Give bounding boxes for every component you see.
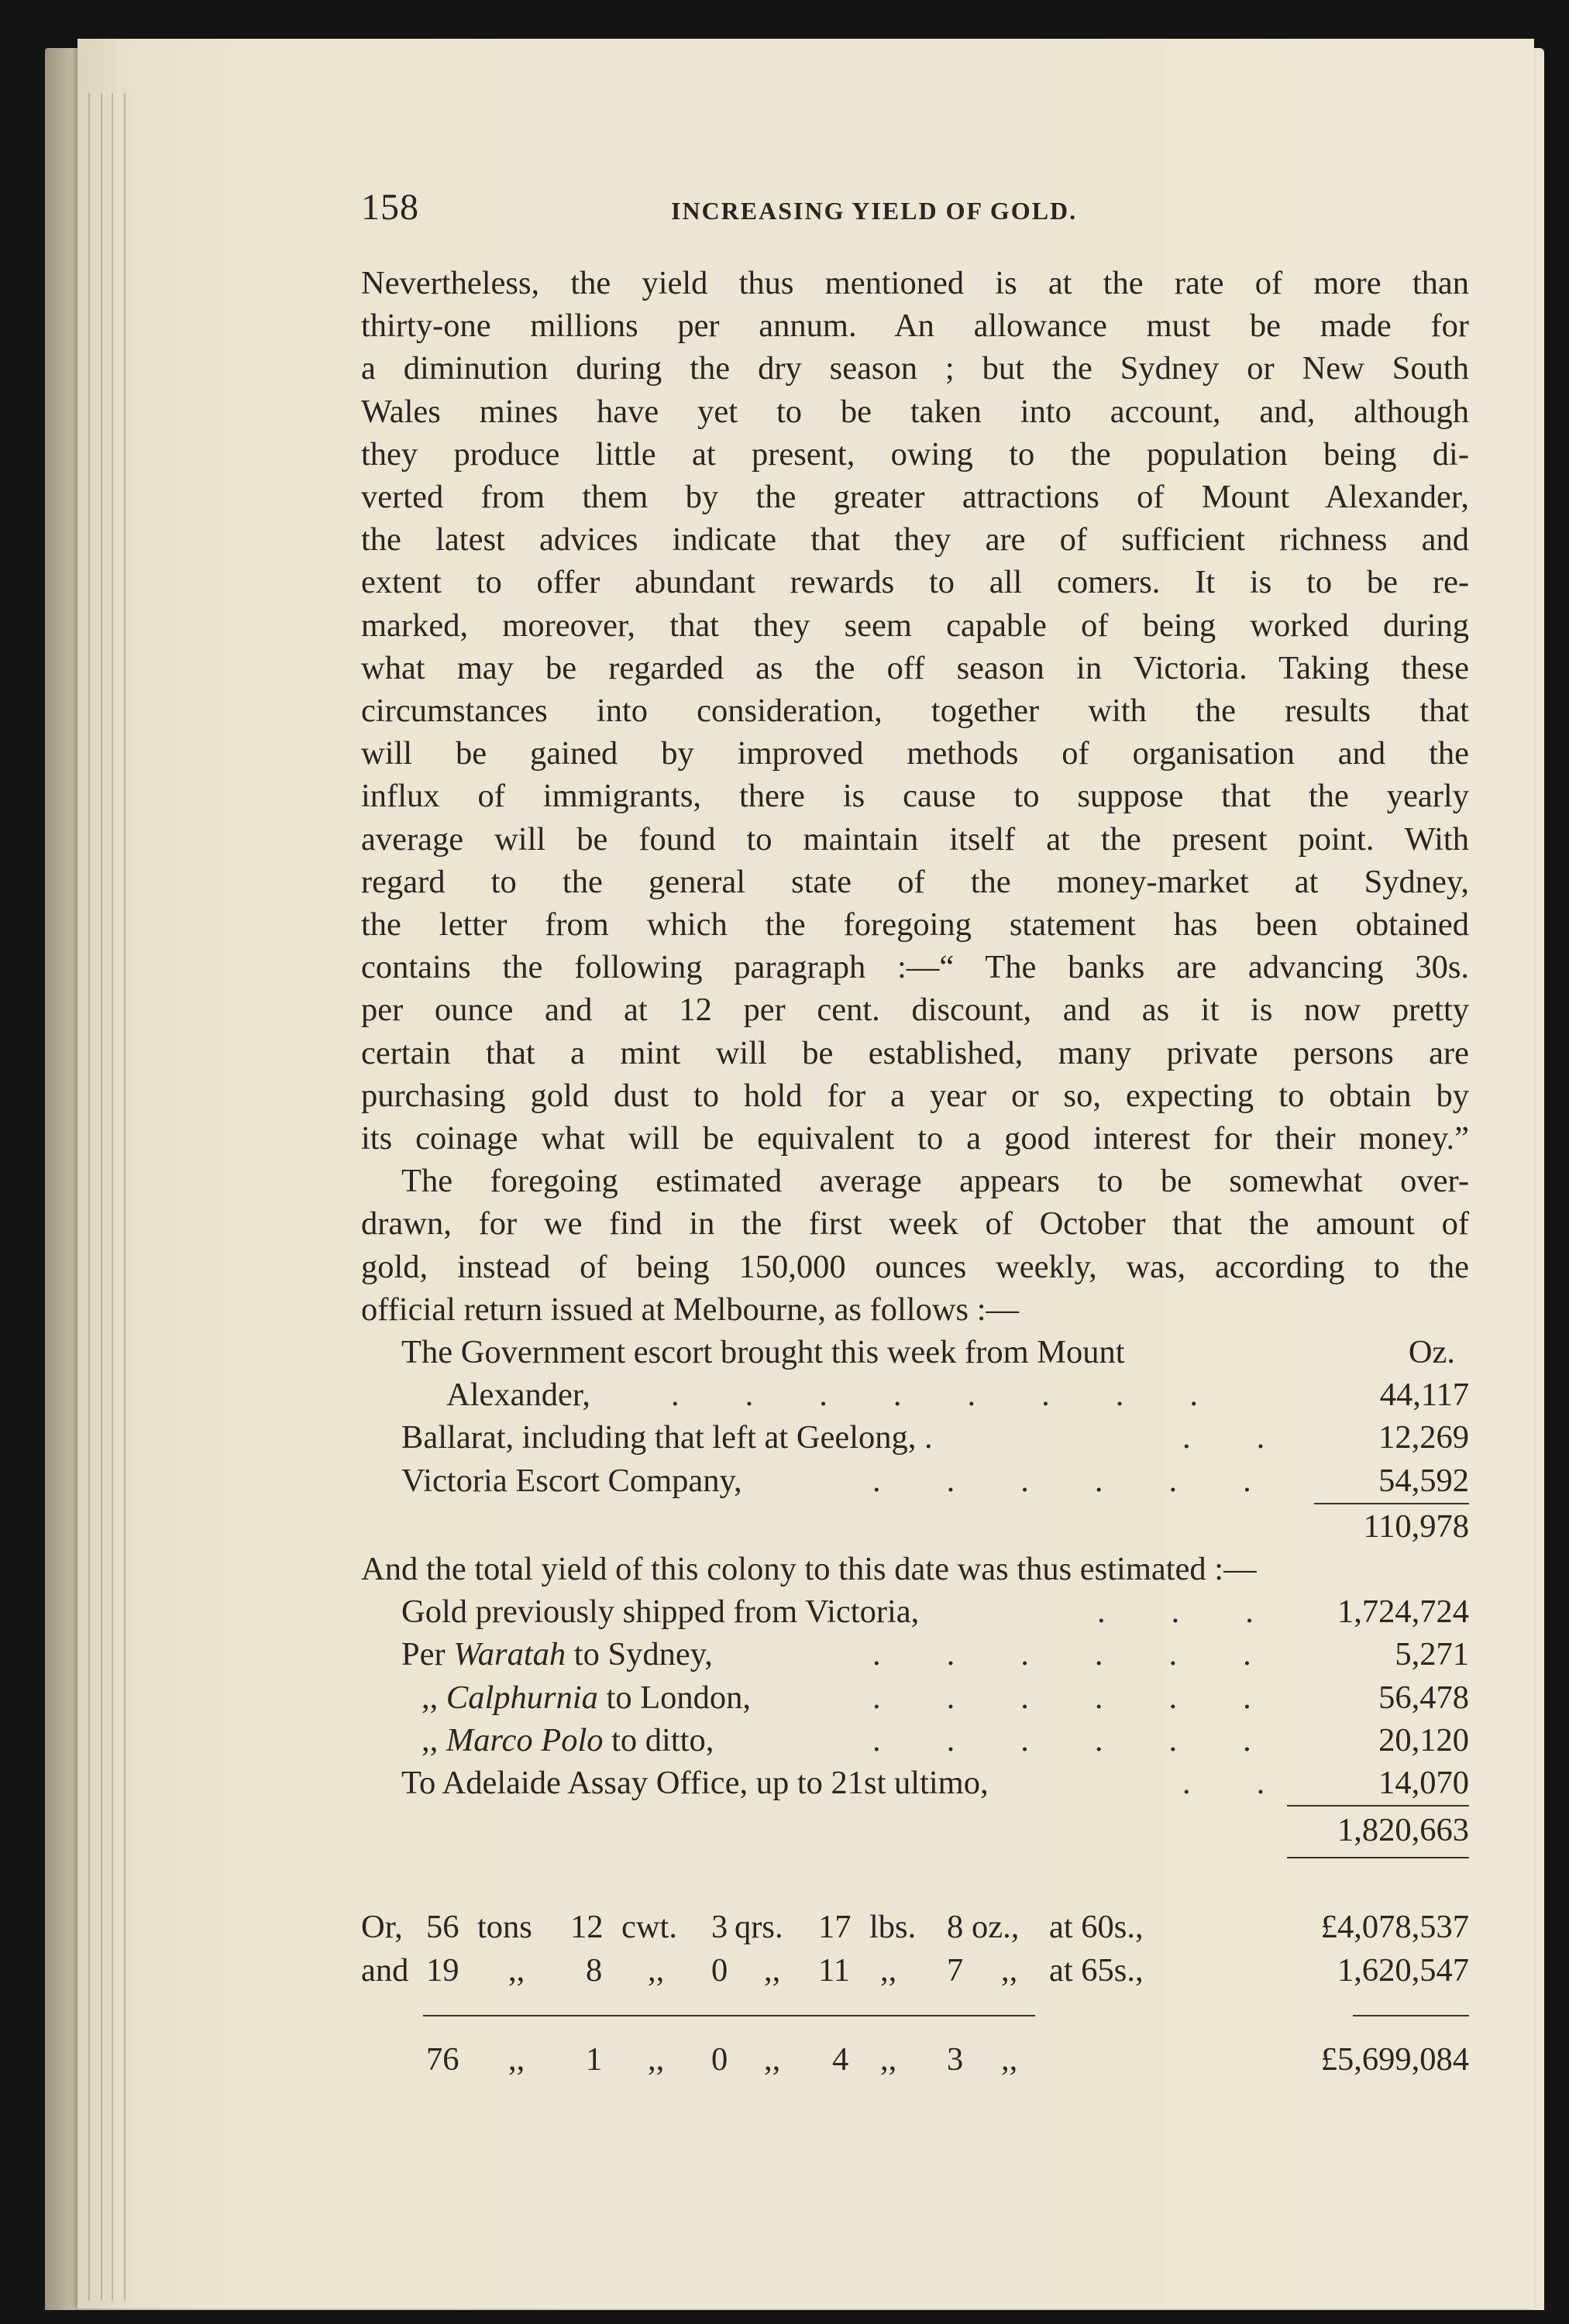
ditto-mark: ,, (508, 1951, 525, 1989)
oz-value: 7 (947, 1951, 964, 1989)
paragraph-2 (361, 1160, 1469, 1331)
text-line: will be gained by improved methods of organisation and the (361, 735, 1469, 772)
row-label: Victoria Escort Company, (401, 1462, 742, 1499)
row-amount: 56,478 (1378, 1679, 1469, 1716)
sum-rule (1287, 1857, 1469, 1858)
leader-dots: . . (1182, 1764, 1265, 1801)
text-line: contains the following paragraph :—“ The banks are advancing 30s. (361, 949, 1469, 986)
unit-label: cwt. (621, 1909, 677, 1946)
text-line: the latest advices indicate that they are of sufficient richness and (361, 521, 1469, 559)
row-amount: 44,117 (1379, 1377, 1469, 1414)
sum-rule (818, 2015, 942, 2016)
value-amount: 1,620,547 (1337, 1951, 1469, 1989)
row-amount: 14,070 (1378, 1764, 1469, 1801)
value-amount: £5,699,084 (1320, 2040, 1469, 2078)
running-head: INCREASING YIELD OF GOLD. (671, 197, 1078, 225)
value-amount: £4,078,537 (1320, 1909, 1469, 1946)
text-line: its coinage what will be equivalent to a good interest for their money.” (361, 1120, 1469, 1157)
cwt-value: 8 (586, 1951, 603, 1989)
table-row (361, 1590, 1469, 1633)
row-label: The Government escort brought this week from Mount (401, 1334, 1125, 1371)
text-line: they produce little at present, owing to the population being di- (361, 435, 1469, 473)
row-amount: 12,269 (1378, 1419, 1469, 1456)
page-edge-line (88, 93, 90, 2301)
text-line: marked, moreover, that they seem capable of being worked during (361, 607, 1469, 644)
text-line: influx of immigrants, there is cause to suppose that the yearly (361, 778, 1469, 815)
leader-dots: . . . . . . . . (671, 1377, 1198, 1414)
table-row (361, 1676, 1469, 1719)
text-line: verted from them by the greater attractions of Mount Alexander, (361, 479, 1469, 516)
text-line: the letter from which the foregoing statement has been obtained (361, 906, 1469, 944)
row-label: ,, Calphurnia to London, (421, 1679, 752, 1716)
rate: at 60s., (1049, 1909, 1144, 1946)
total-row (361, 2038, 1469, 2081)
ditto-mark: ,, (764, 1951, 781, 1989)
text-line: And the total yield of this colony to this date was thus estimated :— (361, 1551, 1257, 1588)
leader-dots: . . . . . . (872, 1636, 1251, 1673)
tons-value: 19 (426, 1951, 459, 1989)
table-row (361, 1906, 1469, 1948)
qrs-value: 0 (711, 2040, 728, 2078)
oz-value: 8 (947, 1909, 964, 1946)
row-amount: 54,592 (1378, 1462, 1469, 1499)
paragraph-1 (361, 262, 1469, 1160)
sum-rule (694, 2015, 818, 2016)
row-label: To Adelaide Assay Office, up to 21st ultimo, (401, 1764, 989, 1801)
leader-dots: . . . . . . (872, 1679, 1251, 1716)
rate: at 65s., (1049, 1951, 1144, 1989)
ship-name: Calphurnia (446, 1679, 598, 1716)
row-amount: 5,271 (1395, 1636, 1469, 1673)
row-prefix: Or, (361, 1909, 403, 1946)
unit-label: qrs. (735, 1909, 783, 1946)
leader-dots: . . . . . . (872, 1462, 1251, 1499)
sum-rule (423, 2015, 559, 2016)
ship-name: Waratah (453, 1636, 566, 1673)
sum-rule (1407, 2015, 1469, 2016)
unit-label: lbs. (869, 1909, 917, 1946)
ditto-mark: ,, (1001, 1951, 1018, 1989)
row-label: Gold previously shipped from Victoria, (401, 1593, 920, 1631)
total-amount: 1,820,663 (1337, 1812, 1469, 1849)
ditto-mark: ,, (648, 2040, 665, 2078)
row-label: Alexander, (446, 1377, 590, 1414)
tons-value: 76 (426, 2040, 459, 2078)
text-line: a diminution during the dry season ; but the Sydney or New South (361, 350, 1469, 387)
escort-table (361, 1331, 1469, 1548)
text-line: regard to the general state of the money-market at Sydney, (361, 863, 1469, 900)
table-row (361, 1331, 1469, 1373)
tons-value: 56 (426, 1909, 459, 1946)
unit-label: tons (477, 1909, 532, 1946)
row-amount: 1,724,724 (1337, 1593, 1469, 1631)
ditto-mark: ,, (880, 1951, 897, 1989)
table-row (361, 1373, 1469, 1416)
qrs-value: 3 (711, 1909, 728, 1946)
text-line: gold, instead of being 150,000 ounces weekly, was, according to the (361, 1248, 1469, 1285)
table-row (361, 1762, 1469, 1804)
ditto-mark: ,, (880, 2040, 897, 2078)
page-number: 158 (361, 187, 419, 228)
sum-rule (1287, 1805, 1469, 1807)
total-row (361, 1809, 1469, 1851)
text-line: what may be regarded as the off season in Victoria. Taking these (361, 649, 1469, 686)
leader-dots: . . . (1097, 1593, 1254, 1631)
text-line: Nevertheless, the yield thus mentioned is at the rate of more than (361, 265, 1469, 301)
cwt-value: 12 (570, 1909, 604, 1946)
row-label: Ballarat, including that left at Geelong, . (401, 1419, 933, 1456)
text-line: certain that a mint will be established, many private persons are (361, 1034, 1469, 1071)
table-row (361, 1949, 1469, 1992)
sum-rule (559, 2015, 694, 2016)
page-edge-line (101, 93, 102, 2301)
text-line: official return issued at Melbourne, as follows :— (361, 1291, 1020, 1328)
lbs-value: 11 (818, 1951, 850, 1989)
ditto-mark: ,, (648, 1951, 665, 1989)
table-row (361, 1719, 1469, 1762)
unit-label: oz., (972, 1909, 1020, 1946)
text-line: per ounce and at 12 per cent. discount, and as it is now pretty (361, 992, 1469, 1029)
lbs-value: 17 (818, 1909, 852, 1946)
text-line: extent to offer abundant rewards to all comers. It is to be re- (361, 564, 1469, 601)
qrs-value: 0 (711, 1951, 728, 1989)
cwt-value: 1 (586, 2040, 603, 2078)
sum-rule (1314, 1503, 1469, 1504)
sum-rule (942, 2015, 1035, 2016)
page-content (361, 186, 1469, 2081)
ditto-mark: ,, (1001, 2040, 1018, 2078)
row-amount: 20,120 (1378, 1721, 1469, 1758)
leader-dots: . . . . . . (872, 1721, 1251, 1758)
table-row (361, 1633, 1469, 1676)
text-line: Wales mines have yet to be taken into account, and, although (361, 393, 1469, 430)
sum-rule (1353, 2015, 1415, 2016)
text-line: The foregoing estimated average appears to be somewhat over- (401, 1163, 1469, 1200)
text-line: average will be found to maintain itself at the present point. With (361, 820, 1469, 858)
ship-name: Marco Polo (446, 1721, 604, 1758)
text-line: thirty-one millions per annum. An allowance must be made for (361, 308, 1469, 345)
text-line: purchasing gold dust to hold for a year or so, expecting to obtain by (361, 1077, 1469, 1114)
sum-rules (361, 1992, 1469, 2038)
oz-value: 3 (947, 2040, 964, 2078)
total-row (361, 1505, 1469, 1548)
page-header (361, 186, 1469, 248)
lbs-value: 4 (832, 2040, 849, 2078)
total-amount: 110,978 (1363, 1508, 1469, 1545)
table-row (361, 1416, 1469, 1459)
ditto-mark: ,, (508, 2040, 525, 2078)
colony-table (361, 1590, 1469, 1851)
colony-intro (361, 1548, 1469, 1590)
leader-dots: . . (1182, 1419, 1265, 1456)
page-edge-line (124, 93, 126, 2301)
row-label: Per Waratah to Sydney, (401, 1636, 713, 1673)
text-line: drawn, for we find in the first week of October that the amount of (361, 1205, 1469, 1243)
unit-label: Oz. (1408, 1334, 1455, 1371)
page-edge-line (112, 93, 113, 2301)
tons-table (361, 1906, 1469, 2081)
row-label: ,, Marco Polo to ditto, (421, 1721, 714, 1758)
table-row (361, 1459, 1469, 1502)
ditto-mark: ,, (764, 2040, 781, 2078)
row-prefix: and (361, 1951, 409, 1989)
text-line: circumstances into consideration, together with the results that (361, 693, 1469, 730)
